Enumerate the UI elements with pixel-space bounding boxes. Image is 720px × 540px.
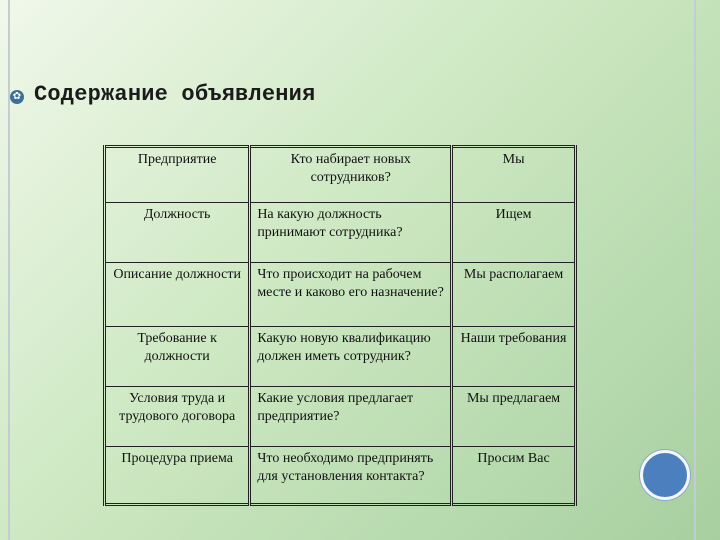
right-border-line	[694, 0, 696, 540]
slide-title: Содержание объявления	[34, 82, 316, 107]
table-cell-question: На какую должность принимают сотрудника?	[250, 203, 452, 263]
table-cell-topic: Требование к должности	[105, 327, 250, 387]
table-cell-question: Что необходимо предпринять для установления контакта?	[250, 447, 452, 505]
table-cell-topic: Предприятие	[105, 147, 250, 203]
table-cell-question: Что происходит на рабочем месте и каково его назначение?	[250, 263, 452, 327]
table-cell-phrase: Мы предлагаем	[452, 387, 576, 447]
table-cell-question: Какую новую квалификацию должен иметь сотрудник?	[250, 327, 452, 387]
table-cell-phrase: Мы располагаем	[452, 263, 576, 327]
table-cell-topic: Условия труда и трудового договора	[105, 387, 250, 447]
table-cell-question: Кто набирает новых сотрудников?	[250, 147, 452, 203]
table-row	[105, 387, 576, 447]
table-cell-phrase: Просим Вас	[452, 447, 576, 505]
table-cell-phrase: Ищем	[452, 203, 576, 263]
table-cell-phrase: Мы	[452, 147, 576, 203]
table-cell-phrase: Наши требования	[452, 327, 576, 387]
gear-bullet-icon: ✿	[10, 90, 24, 104]
left-border-line	[8, 0, 10, 540]
table-row	[105, 263, 576, 327]
table-row	[105, 327, 576, 387]
decorative-circle-icon	[640, 450, 690, 500]
table-row	[105, 147, 576, 203]
table-row	[105, 447, 576, 505]
content-table	[103, 145, 577, 506]
table-cell-topic: Процедура приема	[105, 447, 250, 505]
table-row	[105, 203, 576, 263]
table-cell-question: Какие условия предлагает предприятие?	[250, 387, 452, 447]
table-cell-topic: Описание должности	[105, 263, 250, 327]
table-cell-topic: Должность	[105, 203, 250, 263]
